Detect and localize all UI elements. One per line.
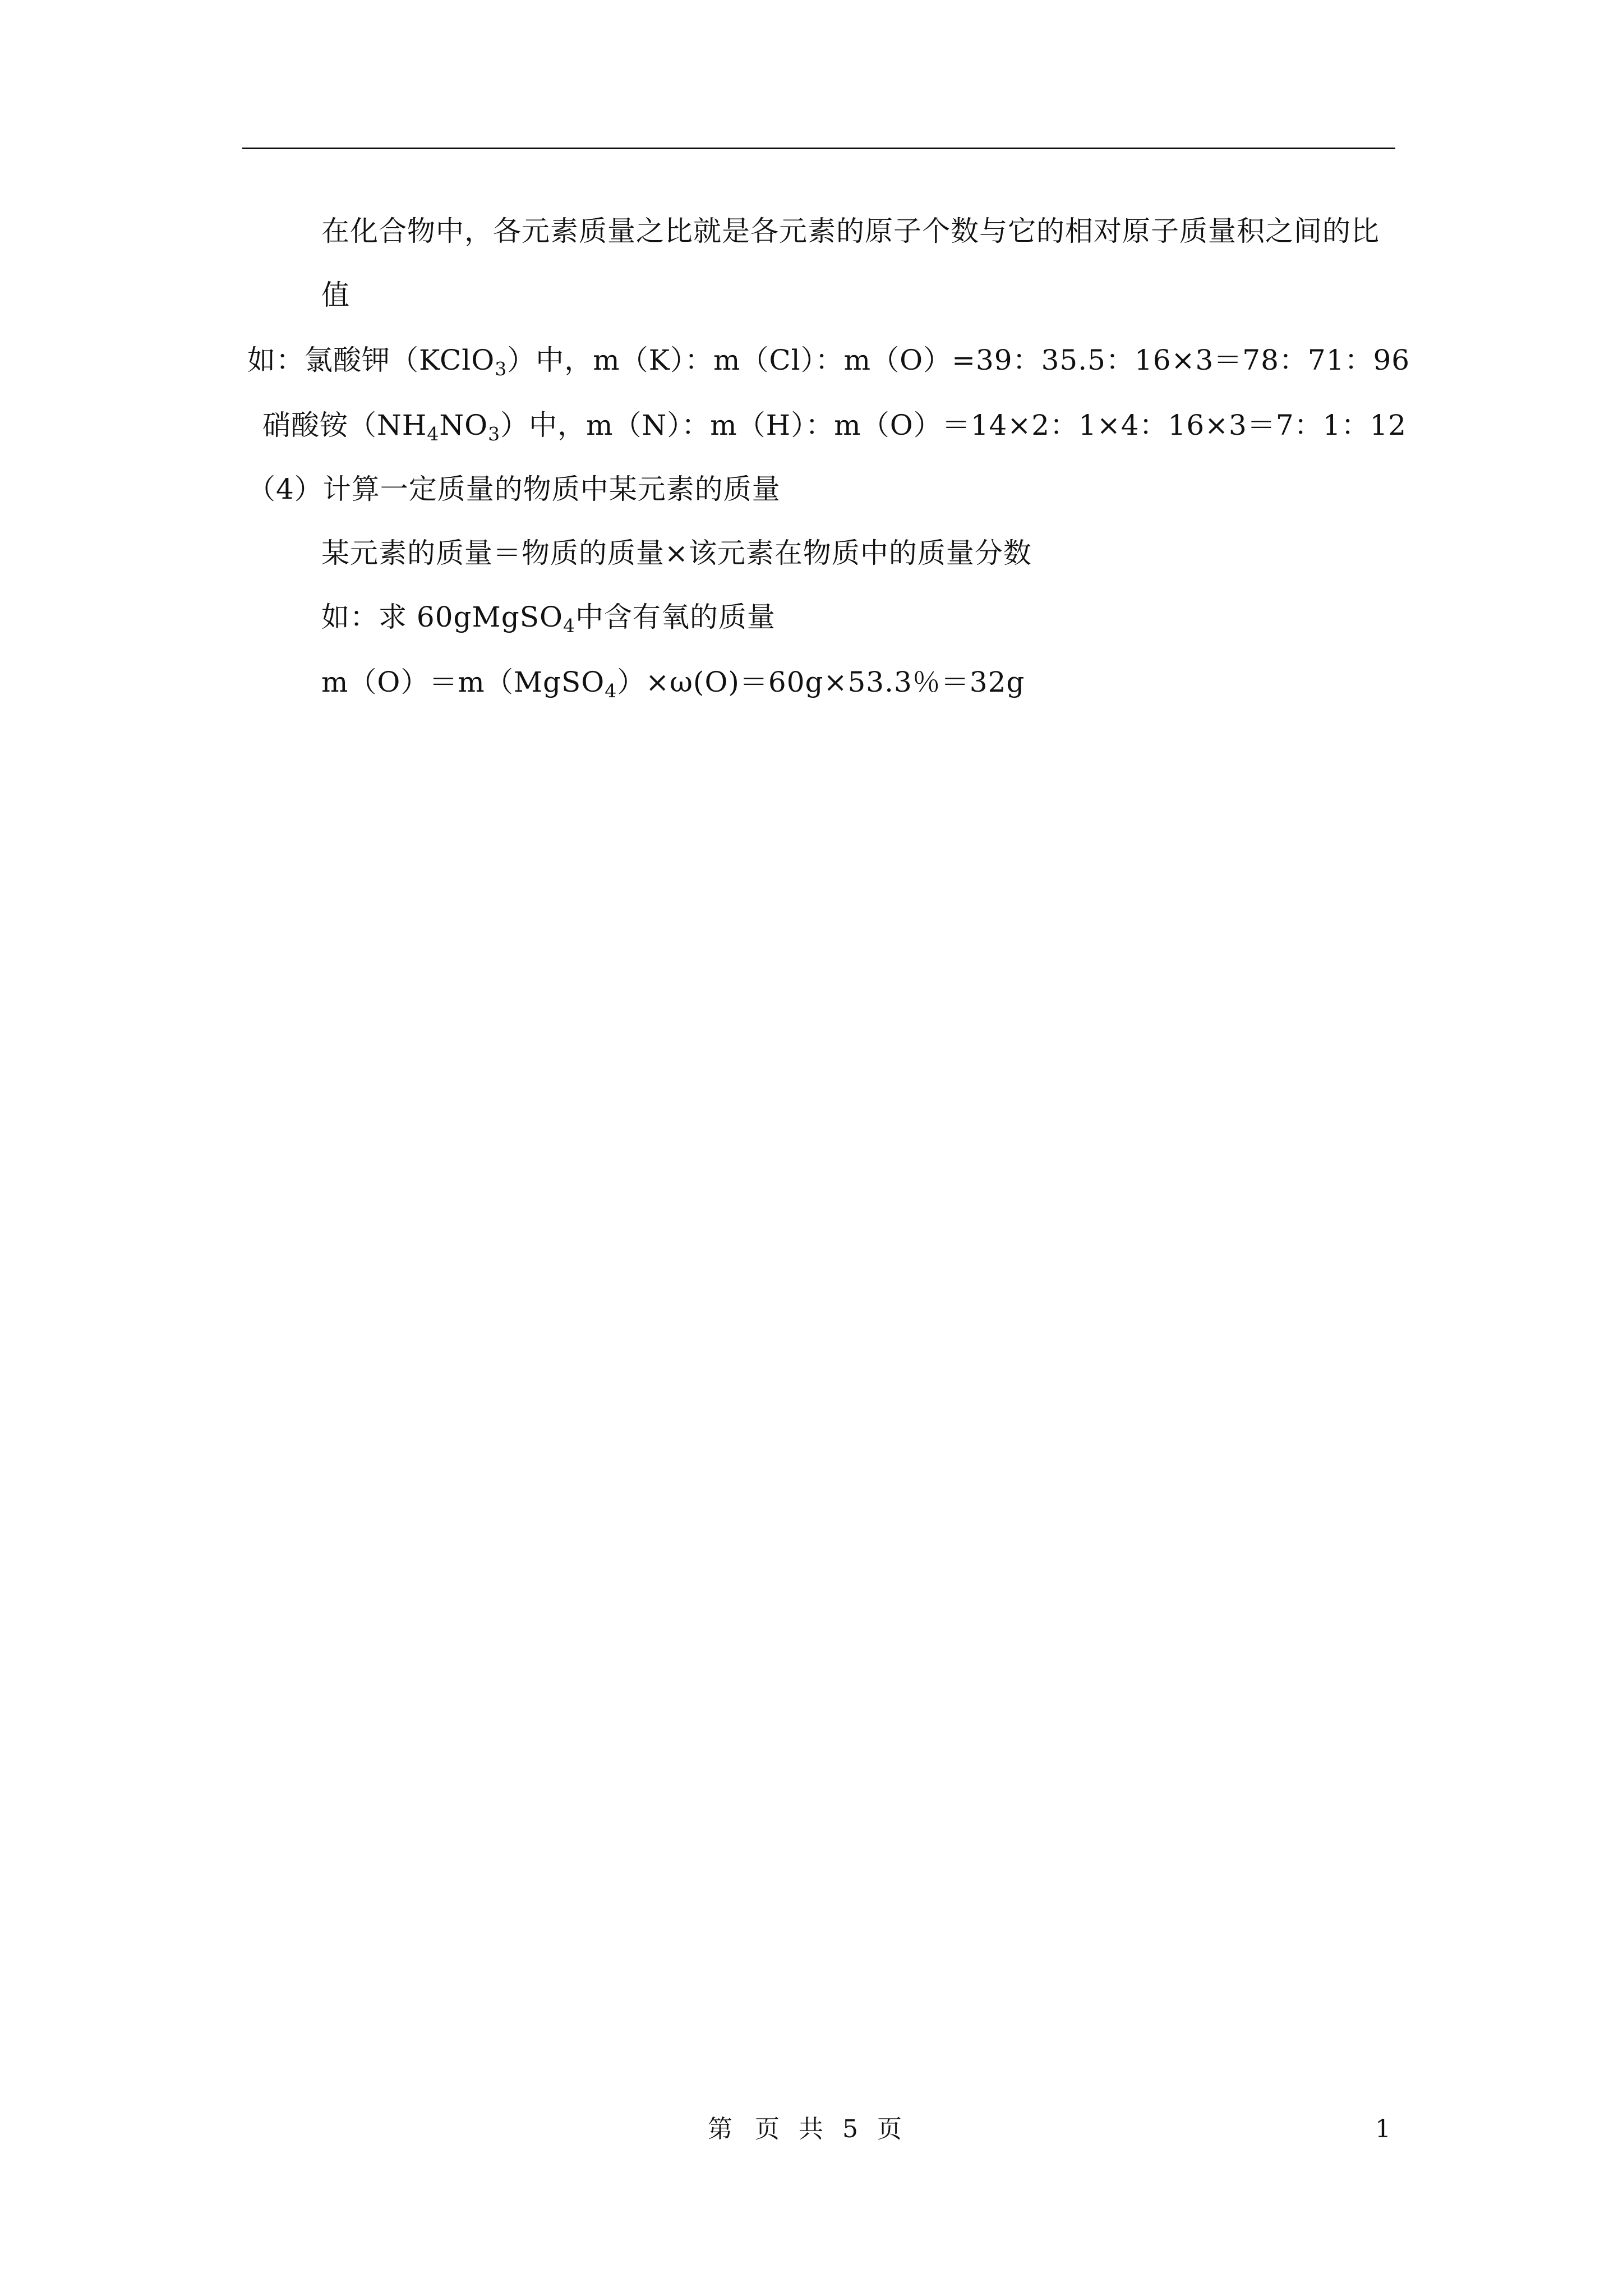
footer-page-count — [708, 2114, 902, 2145]
example1-part-a: 如：氯酸钾（KClO — [247, 344, 495, 376]
ammonium-nitrate-example — [262, 408, 1407, 445]
ratio-definition-continuation: 值 — [321, 279, 350, 311]
footer-prefix: 第 — [708, 2115, 732, 2143]
footer-total-pages: 5 — [842, 2115, 858, 2143]
example3-part-b: 中含有氧的质量 — [575, 601, 776, 633]
footer-total-suffix: 页 — [877, 2115, 902, 2143]
calculation-part-b: ）×ω(O)＝60g×53.3％＝32g — [617, 666, 1025, 698]
example1-subscript: 3 — [495, 358, 508, 380]
example2-part-c: ）中，m（N）：m（H）：m（O）＝14×2：1×4：16×3＝7：1：12 — [500, 409, 1407, 441]
calculation-subscript: 4 — [605, 680, 617, 702]
magnesium-sulfate-example — [321, 600, 776, 637]
oxygen-mass-calculation — [321, 665, 1025, 702]
section-4-heading: （4）计算一定质量的物质中某元素的质量 — [247, 473, 781, 505]
example3-part-a: 如：求 60gMgSO — [321, 601, 563, 633]
example3-subscript: 4 — [562, 615, 575, 637]
example2-part-a: 硝酸铵（NH — [262, 409, 427, 441]
ratio-definition-text: 在化合物中，各元素质量之比就是各元素的原子个数与它的相对原子质量积之间的比 — [321, 215, 1380, 247]
footer-page-word: 页 — [755, 2115, 780, 2143]
footer-total-prefix: 共 — [799, 2115, 823, 2143]
header-rule — [242, 148, 1395, 149]
example2-part-b: NO — [439, 409, 488, 441]
example2-subscript-b: 3 — [488, 423, 501, 445]
element-mass-formula: 某元素的质量＝物质的质量×该元素在物质中的质量分数 — [321, 537, 1032, 569]
example2-subscript-a: 4 — [427, 423, 440, 445]
potassium-chlorate-example — [247, 343, 1410, 380]
calculation-part-a: m（O）＝m（MgSO — [321, 666, 605, 698]
footer-page-number: 1 — [1375, 2115, 1391, 2143]
example1-part-b: ）中，m（K）：m（Cl）：m（O）=39：35.5：16×3＝78：71：96 — [507, 344, 1410, 376]
